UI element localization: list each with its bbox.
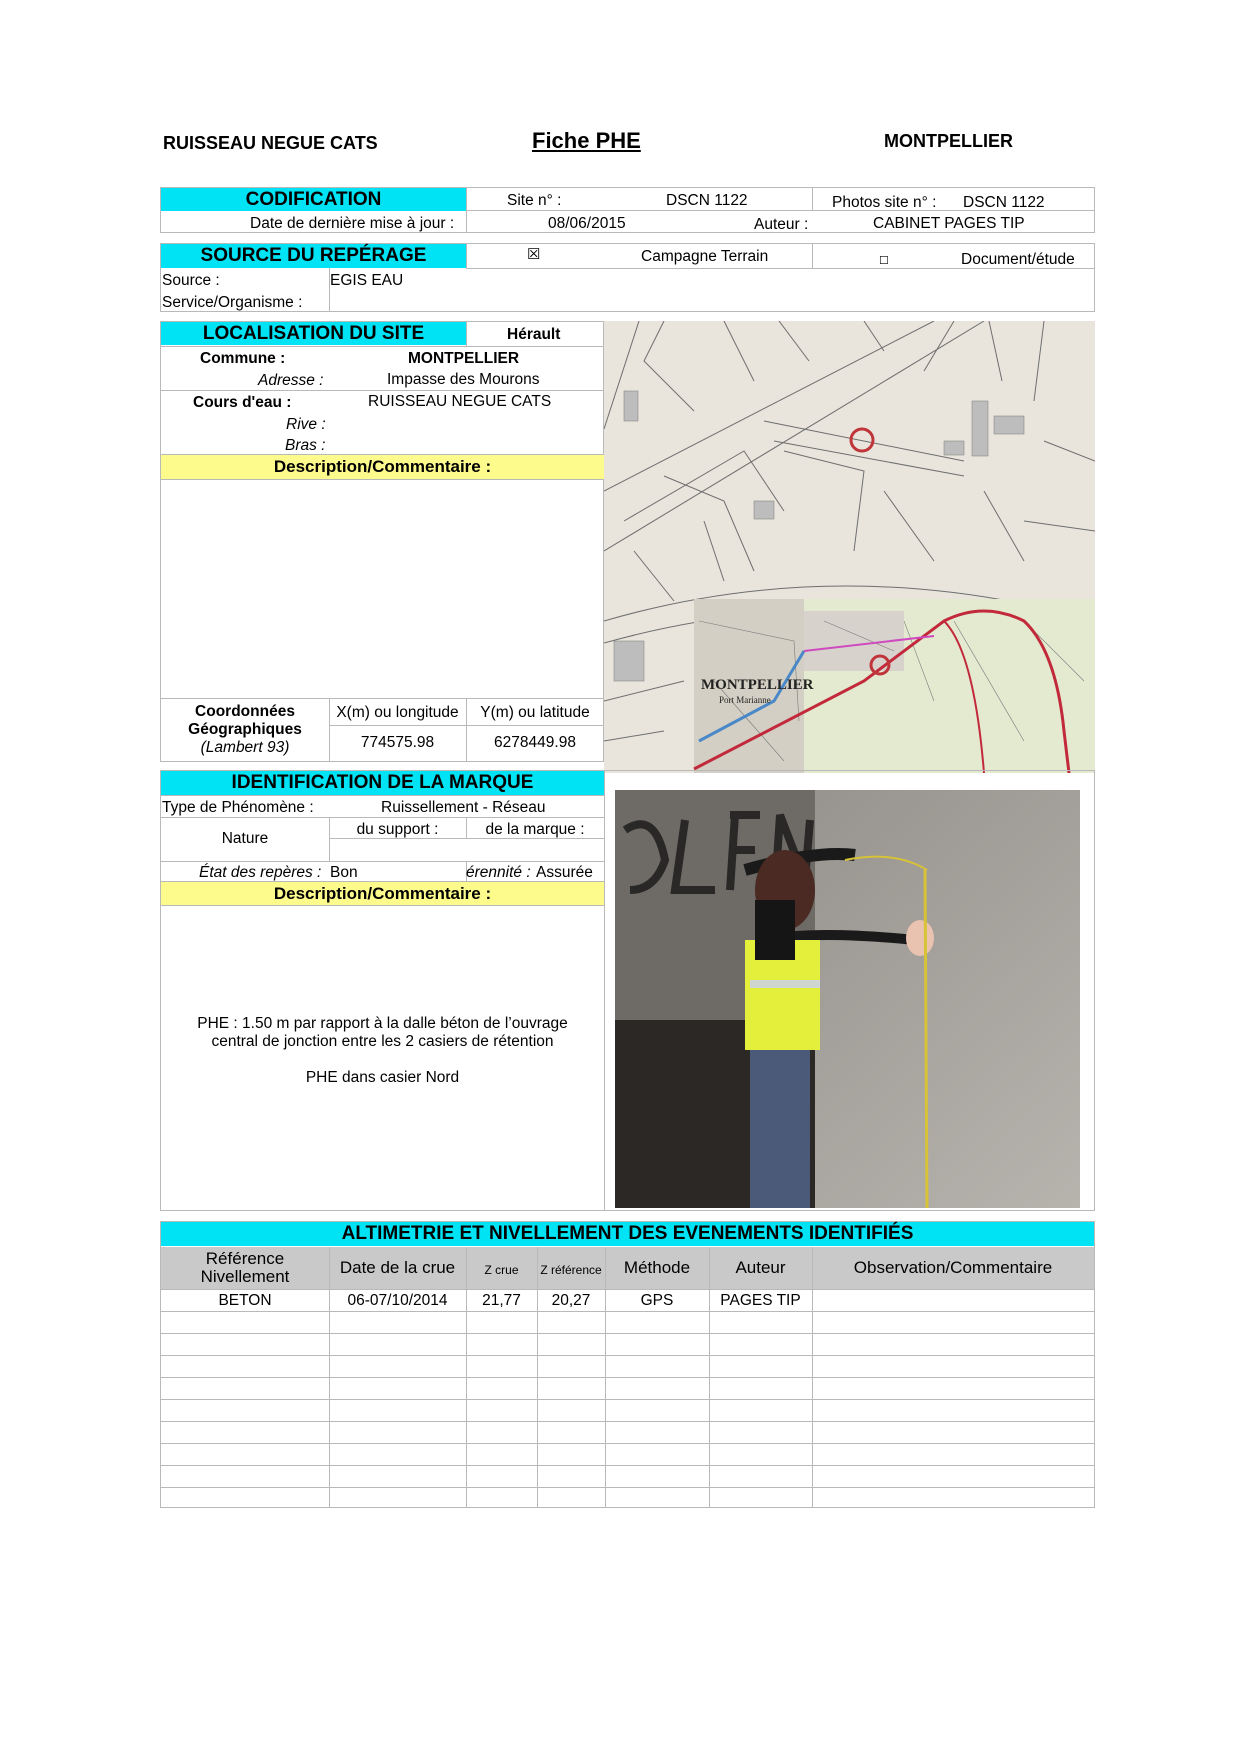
- page-title: Fiche PHE: [532, 128, 641, 153]
- marque-label: de la marque :: [485, 821, 585, 838]
- header-right: MONTPELLIER: [884, 131, 1013, 151]
- bras-label: Bras :: [285, 437, 326, 454]
- auteur-value: CABINET PAGES TIP: [873, 215, 1025, 232]
- commune-label: Commune :: [200, 350, 286, 367]
- map-image: [604, 321, 1095, 773]
- y-value: 6278449.98: [494, 734, 576, 751]
- auteur-label: Auteur :: [754, 216, 809, 233]
- col-header-date: Date de la crue: [339, 1258, 456, 1277]
- comment-line-1: PHE : 1.50 m par rapport à la dalle béton de l’ouvrage: [197, 1015, 568, 1032]
- campagne-checkbox[interactable]: ☒: [527, 246, 541, 263]
- row-zref: 20,27: [551, 1292, 591, 1309]
- comment-line-3: PHE dans casier Nord: [305, 1069, 460, 1086]
- y-label: Y(m) ou latitude: [480, 704, 590, 721]
- support-label: du support :: [356, 821, 439, 838]
- row-zcrue: 21,77: [482, 1292, 521, 1309]
- row-auteur: PAGES TIP: [720, 1292, 801, 1309]
- service-label: Service/Organisme :: [162, 294, 303, 311]
- col-header-observation: Observation/Commentaire: [853, 1258, 1053, 1277]
- perennite-value: Assurée: [536, 864, 593, 881]
- cours-label: Cours d'eau :: [193, 394, 292, 411]
- identification-title: IDENTIFICATION DE LA MARQUE: [161, 771, 604, 795]
- comment-line-2: central de jonction entre les 2 casiers de rétention: [211, 1033, 554, 1050]
- codification-title: CODIFICATION: [161, 188, 466, 211]
- etat-value: Bon: [330, 864, 358, 881]
- campagne-label: Campagne Terrain: [641, 248, 769, 265]
- rive-label: Rive :: [286, 416, 326, 433]
- row-methode: GPS: [640, 1292, 674, 1309]
- col-header-reference: Référence Nivellement: [200, 1249, 290, 1286]
- x-value: 774575.98: [360, 734, 435, 751]
- date-label: Date de dernière mise à jour :: [250, 215, 455, 232]
- source-value: EGIS EAU: [330, 272, 404, 289]
- col-header-zcrue: Z crue: [484, 1263, 519, 1277]
- perennite-label: érennité :: [466, 864, 531, 881]
- etat-label: État des repères :: [199, 864, 322, 881]
- coord-label-2: Géographiques: [188, 721, 302, 738]
- date-value: 08/06/2015: [548, 215, 626, 232]
- site-photo: [615, 790, 1080, 1208]
- coord-label-1: Coordonnées: [195, 703, 295, 720]
- altimetrie-title: ALTIMETRIE ET NIVELLEMENT DES EVENEMENTS IDENTIFIÉS: [161, 1222, 1094, 1246]
- site-label: Site n° :: [507, 192, 562, 209]
- nature-label: Nature: [221, 830, 269, 847]
- source-title: SOURCE DU REPÉRAGE: [161, 244, 466, 268]
- header-left: RUISSEAU NEGUE CATS: [163, 133, 378, 153]
- col-header-methode: Méthode: [623, 1258, 691, 1277]
- cours-value: RUISSEAU NEGUE CATS: [368, 393, 552, 410]
- site-value: DSCN 1122: [666, 192, 748, 209]
- adresse-value: Impasse des Mourons: [387, 371, 540, 388]
- photos-value: DSCN 1122: [963, 194, 1045, 211]
- map-town-label: MONTPELLIER: [701, 677, 814, 693]
- col-header-zref: Z référence: [540, 1263, 602, 1277]
- adresse-label: Adresse :: [258, 372, 324, 389]
- row-date: 06-07/10/2014: [347, 1292, 448, 1309]
- x-label: X(m) ou longitude: [336, 704, 459, 721]
- coord-label-3: (Lambert 93): [200, 739, 290, 756]
- document-label: Document/étude: [961, 251, 1075, 268]
- commune-value: MONTPELLIER: [408, 350, 520, 367]
- localisation-title: LOCALISATION DU SITE: [161, 322, 466, 345]
- source-label: Source :: [162, 272, 220, 289]
- type-label: Type de Phénomène :: [162, 799, 314, 816]
- identification-desc-title: Description/Commentaire :: [161, 882, 604, 905]
- cadastral-map: [604, 321, 1095, 773]
- photos-label: Photos site n° :: [832, 194, 937, 211]
- map-sub-label: Port Marianne: [719, 695, 771, 705]
- departement-value: Hérault: [507, 326, 561, 343]
- type-value: Ruissellement - Réseau: [381, 799, 546, 816]
- localisation-desc-title: Description/Commentaire :: [161, 455, 604, 479]
- row-reference: BETON: [218, 1292, 272, 1309]
- document-checkbox[interactable]: ☐: [879, 255, 889, 267]
- col-header-auteur: Auteur: [735, 1258, 786, 1277]
